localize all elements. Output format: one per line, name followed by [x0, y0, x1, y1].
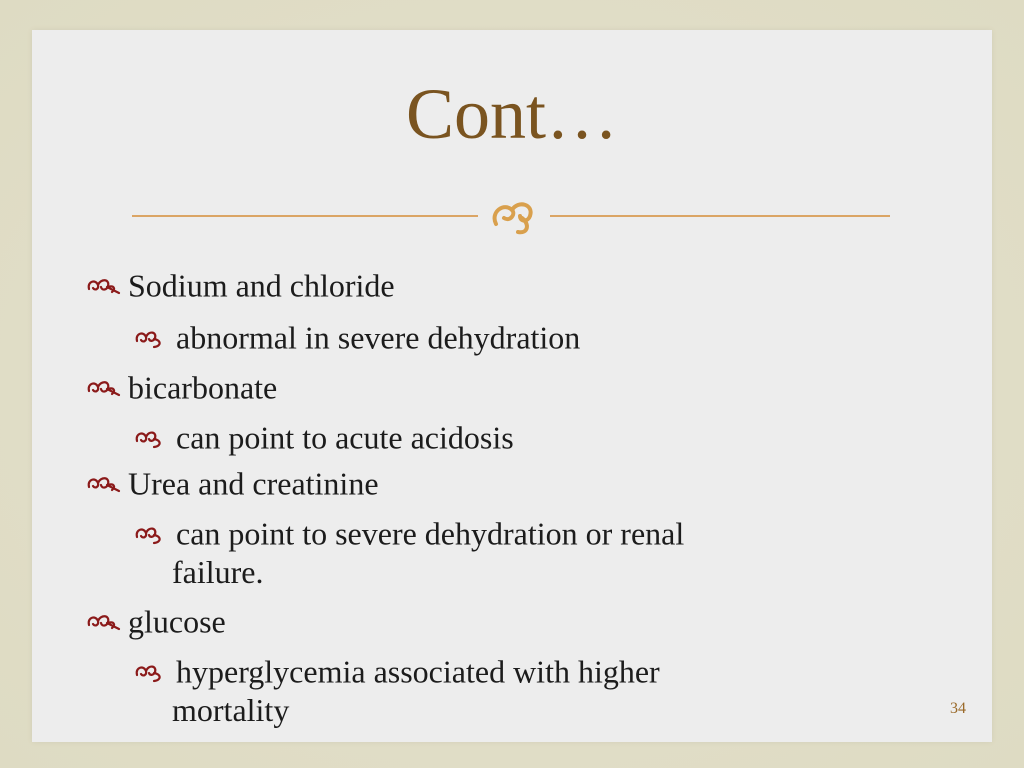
sub-bullet-item	[134, 510, 684, 554]
page-number: 34	[950, 700, 966, 717]
bullet-text-continuation: mortality	[172, 692, 290, 728]
bullet-text: hyperglycemia associated with higher	[176, 653, 660, 690]
flourish-bullet-icon	[86, 473, 128, 495]
flourish-sub-bullet-icon	[134, 523, 176, 545]
bullet-text: Sodium and chloride	[128, 267, 395, 304]
bullet-text: can point to severe dehydration or renal	[176, 515, 685, 552]
slide	[32, 30, 992, 742]
bullet-list	[32, 30, 992, 742]
flourish-sub-bullet-icon	[134, 327, 176, 349]
bullet-item	[86, 460, 379, 504]
flourish-sub-bullet-icon	[134, 427, 176, 449]
bullet-text: bicarbonate	[128, 369, 278, 406]
slide-title: Cont…	[405, 74, 619, 154]
flourish-bullet-icon	[86, 377, 128, 399]
sub-bullet-item	[134, 314, 580, 358]
flourish-bullet-icon	[86, 611, 128, 633]
bullet-text: Urea and creatinine	[128, 465, 379, 502]
bullet-text: abnormal in severe dehydration	[176, 319, 581, 356]
sub-bullet-item	[134, 648, 660, 692]
flourish-bullet-icon	[86, 275, 128, 297]
bullet-item	[86, 262, 395, 306]
sub-bullet-item	[134, 414, 514, 458]
bullet-text-continuation: failure.	[172, 554, 264, 590]
bullet-item	[86, 598, 226, 642]
bullet-text: glucose	[128, 603, 226, 640]
bullet-item	[86, 364, 277, 408]
bullet-text: can point to acute acidosis	[176, 419, 514, 456]
flourish-sub-bullet-icon	[134, 661, 176, 683]
